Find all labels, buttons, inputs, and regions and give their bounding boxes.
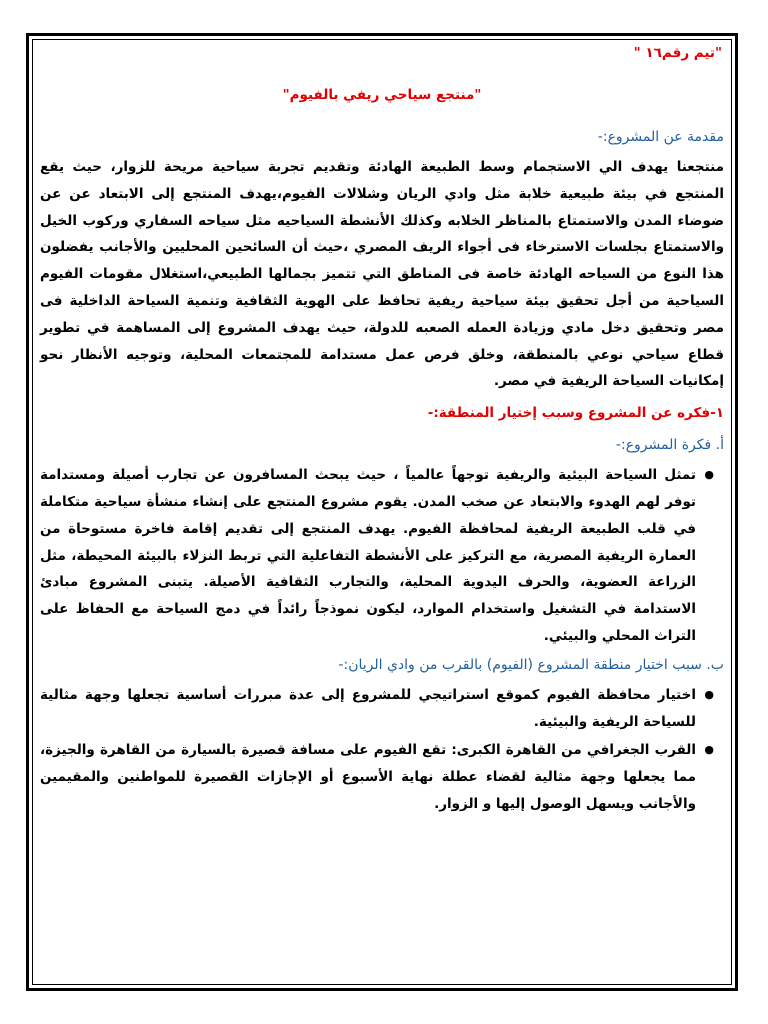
bullet-icon: ● [704,687,714,701]
list-item-text: تمثل السياحة البيئية والريفية توجهاً عالمياً ، حيث يبحث المسافرون عن تجارب أصيلة ومستدامة توفر لهم الهدوء والابتعاد عن صخب المدن. يقوم مشروع المنتجع على إنشاء منشأة سياحية متكاملة في قلب الطبيعة الريفية لمحافظة الفيوم. يهدف المنتجع إلى تقديم إقامة فاخرة مستوحاة من العمارة الريفية المصرية، مع التركيز على الأنشطة التفاعلية التي تربط النزلاء بالبيئة المحيطة، مثل الزراعة العضوية، والحرف اليدوية المحلية، والتجارب الثقافية الأصيلة. يتبنى المشروع مبادئ الاستدامة في التشغيل واستخدام الموارد، ليكون نموذجاً رائداً في دمج السياحة مع الحفاظ على التراث المحلي والبيئي. [40,467,696,644]
document-body [40,40,724,820]
list-item-text: اختيار محافظة الفيوم كموقع استراتيجي للمشروع إلى عدة مبررات أساسية تجعلها وجهة مثالية للسياحة الريفية والبيئية. [40,686,696,730]
project-idea-heading: أ. فكرة المشروع:- [615,437,724,454]
list-item-text: القرب الجغرافي من القاهرة الكبرى: تقع الفيوم على مسافة قصيرة بالسيارة من القاهرة والجيزة، مما يجعلها وجهة مثالية لقضاء عطلة نهاية الأسبوع أو الإجازات القصيرة للمواطنين والمقيمين والأجانب ويسهل الوصول إليها و الزوار. [40,742,696,812]
location-reason-heading: ب. سبب اختيار منطقة المشروع (الفيوم) بالقرب من وادي الريان:- [338,656,724,673]
list-item [40,462,714,650]
section1-heading: ١-فكره عن المشروع وسبب إختيار المنطقة:- [427,405,724,422]
project-idea-list [40,462,724,650]
list-item [40,682,714,736]
bullet-icon: ● [704,468,714,482]
location-reason-list [40,682,724,818]
bullet-icon: ● [704,743,714,757]
intro-heading: مقدمة عن المشروع:- [597,129,724,145]
team-label: "تيم رقم١٦ " [633,45,722,61]
intro-paragraph: منتجعنا يهدف الي الاستجمام وسط الطبيعة الهادئة وتقديم تجربة سياحية مريحة للزوار، حيث يقع المنتجع في بيئة طبيعية خلابة مثل وادي الريان وشلالات الفيوم،يهدف المنتجع إلى الابتعاد عن عن ضوضاء المدن والاستمتاع بالمناظر الخلابه وكذلك الأنشطة السياحيه مثل سياحه السفاري وركوب الخيل والاستمتاع بجلسات الاسترخاء فى أجواء الريف المصري ،حيث أن السائحين المحليين والأجانب يفضلون هذا النوع من السياحه الهادئة خاصة فى المناطق التي تتميز بجمالها الطبيعي،استغلال مقومات الفيوم السياحية من أجل تحقيق بيئة سياحية ريفية تحافظ على الهوية الثقافية وتنمية السياحة الداخلية فى مصر وتحقيق دخل مادي وزيادة العمله الصعبه للدولة، حيث يهدف المشروع إلى المساهمة في تطوير قطاع سياحي نوعي بالمنطقة، وخلق فرص عمل مستدامة للمجتمعات المحلية، وتوجيه الأنظار نحو إمكانيات السياحة الريفية في مصر. [40,159,724,390]
list-item [40,737,714,817]
project-title: "منتجع سياحي ريفي بالفيوم" [282,87,482,103]
